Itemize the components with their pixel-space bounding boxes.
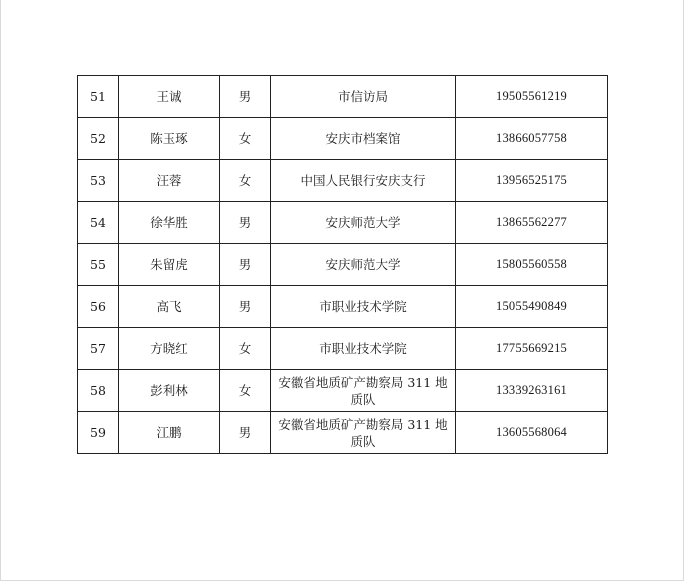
table-row [78, 370, 608, 412]
work-unit: 市信访局 [271, 76, 456, 118]
personnel-table [77, 75, 608, 454]
row-number: 59 [78, 412, 119, 454]
work-unit: 安徽省地质矿产勘察局 311 地质队 [271, 370, 456, 412]
table-row [78, 160, 608, 202]
person-gender: 男 [220, 202, 271, 244]
person-name: 朱留虎 [119, 244, 220, 286]
work-unit: 安庆师范大学 [271, 202, 456, 244]
work-unit: 市职业技术学院 [271, 286, 456, 328]
row-number: 58 [78, 370, 119, 412]
work-unit: 中国人民银行安庆支行 [271, 160, 456, 202]
person-name: 方晓红 [119, 328, 220, 370]
person-gender: 男 [220, 286, 271, 328]
person-name: 江鹏 [119, 412, 220, 454]
phone-number: 19505561219 [456, 76, 608, 118]
person-gender: 男 [220, 412, 271, 454]
row-number: 56 [78, 286, 119, 328]
table-row [78, 286, 608, 328]
person-name: 陈玉琢 [119, 118, 220, 160]
person-gender: 男 [220, 244, 271, 286]
person-name: 王诚 [119, 76, 220, 118]
row-number: 55 [78, 244, 119, 286]
work-unit: 安庆市档案馆 [271, 118, 456, 160]
person-name: 高飞 [119, 286, 220, 328]
person-name: 汪蓉 [119, 160, 220, 202]
row-number: 57 [78, 328, 119, 370]
table-row [78, 412, 608, 454]
person-gender: 女 [220, 370, 271, 412]
phone-number: 17755669215 [456, 328, 608, 370]
row-number: 52 [78, 118, 119, 160]
phone-number: 15805560558 [456, 244, 608, 286]
table-row [78, 328, 608, 370]
phone-number: 13866057758 [456, 118, 608, 160]
phone-number: 13605568064 [456, 412, 608, 454]
person-name: 徐华胜 [119, 202, 220, 244]
person-gender: 女 [220, 160, 271, 202]
row-number: 54 [78, 202, 119, 244]
row-number: 53 [78, 160, 119, 202]
person-gender: 男 [220, 76, 271, 118]
phone-number: 13865562277 [456, 202, 608, 244]
work-unit: 安徽省地质矿产勘察局 311 地质队 [271, 412, 456, 454]
phone-number: 15055490849 [456, 286, 608, 328]
person-gender: 女 [220, 118, 271, 160]
phone-number: 13956525175 [456, 160, 608, 202]
table-row [78, 76, 608, 118]
phone-number: 13339263161 [456, 370, 608, 412]
table-row [78, 244, 608, 286]
table-row [78, 118, 608, 160]
table-row [78, 202, 608, 244]
work-unit: 市职业技术学院 [271, 328, 456, 370]
person-gender: 女 [220, 328, 271, 370]
work-unit: 安庆师范大学 [271, 244, 456, 286]
row-number: 51 [78, 76, 119, 118]
person-name: 彭利林 [119, 370, 220, 412]
